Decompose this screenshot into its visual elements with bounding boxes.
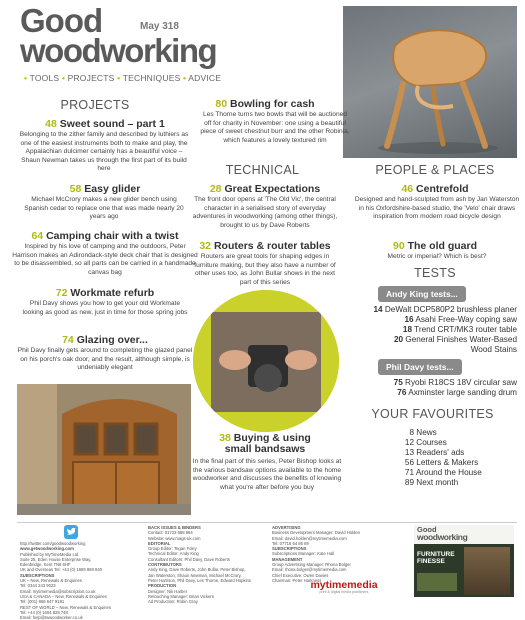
oak-door-photo [17,384,191,515]
list-item: 14 DeWalt DCP580P2 brushless planer [373,305,517,314]
footer-column-3: ADVERTISING Business Development Manager: David Holden Email: david.holden@mytimemedia.com Tel: 07718 64 86 89 SUBSCRIPTIONS Subscriptions Manager: Kate Hall MANAGEMENT Group Advertising Manager: Rhona Bolger Email: rhona.bolger@mytimemedia.com Chief Executive: Owen Davies Chairman: Peter Harkness [272,525,360,583]
footer-column-2: BACK ISSUES & BINDERS Contact: 01733 688 964 Website: www.mags-uk.com EDITORIAL Group Editor: Tegan Foley Technical Editor: Andy King Consultant Editors: Phil Davy, Dave Roberts CONTRIBUTORS Andy King, Dave Roberts, John Bullar, Peter Bishop, Jan Waterston, Shaun Newman, Michael McCrory, Peter Harrison, Phil Davy, Les Thorne, Edward Hopkins PRODUCTION Designer: Nik Harber Retouching Manager: Brian Vickers Ad Production: Robin Gray [148,525,251,605]
article-72-text: Phil Davy shows you how to get your old Workmate looking as good as new, just in time for those spring jobs [22,300,188,316]
article-38-title: 38 Buying & using small bandsaws [219,432,311,455]
article-58-title: 58 Easy glider [69,183,141,195]
article-46-text: Designed and hand-sculpted from ash by Jan Waterston in his Oxfordshire-based studio, the 'Velo' chair draws inspiration from modern road bicycle design [354,196,520,221]
article-74-title: 74 Glazing over... [62,334,148,346]
andy-king-tests-list [335,305,517,355]
andy-king-tests-label: Andy King tests... [378,286,466,302]
article-46-title: 46 Centrefold [401,183,469,195]
list-item: 76 Axminster large sanding drum [397,388,517,397]
article-28-text: The front door opens at 'The Old Vic', the central character in a serialised story of everyday adventures in woodworking (among other things), brought to us by Dave Roberts [192,196,338,229]
door-illustration [17,384,191,515]
article-72-title: 72 Workmate refurb [55,287,155,299]
section-heading-technical: TECHNICAL [225,163,300,177]
article-74-text: Phil Davy finally gets around to completing the glazed panel on his porch's oak door, and the result, although simple, is undeniably elegant [17,347,193,372]
masthead [20,2,340,86]
article-48-title: 48 Sweet sound – part 1 [45,118,165,130]
list-item: 56 Letters & Makers [404,458,479,467]
article-38-text: In the final part of this series, Peter Bishop looks at the various bandsaw options available to the home woodworker and discusses the benefits of knowing what you're after before you buy [192,458,342,491]
article-64-text: Inspired by his love of camping and the outdoors, Peter Harrison makes an Adirondack-style deck chair that is designed to be disassembled, so all parts can be carried in a handmade canvas bag [12,243,198,276]
list-item: 20 General Finishes Water-Based [393,335,517,344]
list-item: 13 Readers' ads [404,448,465,457]
article-48-page: 48 [45,118,57,130]
list-item: 16 Asahi Free-Way coping saw [404,315,517,324]
article-90-text: Metric or imperial? Which is best? [387,253,487,260]
tagline-projects: PROJECTS [67,73,115,83]
footer-column-1: http://twitter.com/goodwoodworking www.getwoodworking.com Published by MyTimeMedia Ltd. Suite 25, Eden House Enterprise Way, Edenbridge, Kent TN8 6HF UK and Overseas Tel: +44 (0) 1689 869 840 SUBSCRIPTIONS UK – New, Renewals & Enquiries Tel: 0344 243 9023 Email: mytimemedia@subscription.co.uk USA & CANADA – New, Renewals & Enquiries Tel: (001) 866 647 9191 REST OF WORLD – New, Renewals & Enquiries Tel: +44 (0) 1604 828 748 Email: help@twwoodworker.co.uk [20,541,111,620]
article-48-text: Belonging to the zither family and described by luthiers as one of the easiest instruments both to make and play, the Appalachian dulcimer certainly has a beautiful voice – Shaun Newman takes us through the first part of its build here [19,131,189,173]
chair-illustration [343,6,517,158]
article-64-title: 64 Camping chair with a twist [31,230,179,242]
article-32-text: Routers are great tools for shaping edges in furniture making, but they also have a number of other uses too, as John Bullar shows in the next part of this series [194,253,336,286]
article-80-title: 80 Bowling for cash [215,98,315,110]
list-item: 71 Around the House [404,468,482,477]
magazine-title-line1: Good [20,2,103,39]
section-heading-people-places: PEOPLE & PLACES [375,163,495,177]
section-heading-projects: PROJECTS [60,98,130,112]
phil-davy-tests-list [335,378,517,398]
router-photo-circle [193,290,339,432]
tagline-advice: ADVICE [188,73,222,83]
list-item: Wood Stains [470,345,517,354]
list-item: 75 Ryobi R18CS 18V circular saw [393,378,517,387]
section-heading-tests: TESTS [414,266,456,280]
list-item: 12 Courses [404,438,447,447]
phil-davy-tests-label: Phil Davy tests... [378,359,462,375]
list-item: 18 Trend CRT/MK3 router table [402,325,517,334]
issue-number: May 318 [140,21,179,32]
velo-chair-photo [343,6,517,158]
list-item: 89 Next month [404,478,459,487]
article-90-title: 90 The old guard [392,240,478,252]
section-heading-favourites: YOUR FAVOURITES [371,407,494,421]
footer-divider [17,522,517,523]
favourites-list [380,428,510,488]
twitter-icon[interactable] [64,525,78,539]
tagline-tools: TOOLS [29,73,60,83]
article-58-text: Michael McCrory makes a new glider bench using Spanish cedar to replace one that was made nearly 20 years ago [24,196,184,221]
magazine-title-line2: woodworking [20,32,217,69]
tagline: • TOOLS • PROJECTS • TECHNIQUES • ADVICE [24,73,222,83]
article-28-title: 28 Great Expectations [209,183,321,195]
article-32-title: 32 Routers & router tables [199,240,331,252]
router-illustration [193,290,339,432]
magazine-cover-thumbnail: Good woodworking FURNITURE FINESSE [414,525,514,597]
tagline-techniques: TECHNIQUES [122,73,181,83]
publisher-logo: mytimemedia print & digital media publishers [310,579,378,594]
article-80-text: Les Thorne turns two bowls that will be auctioned off for charity in November: one using a beautiful piece of sweet chestnut burr and the other Robinia, which features a lovely textured rim [200,111,350,144]
list-item: 8 News [409,428,437,437]
